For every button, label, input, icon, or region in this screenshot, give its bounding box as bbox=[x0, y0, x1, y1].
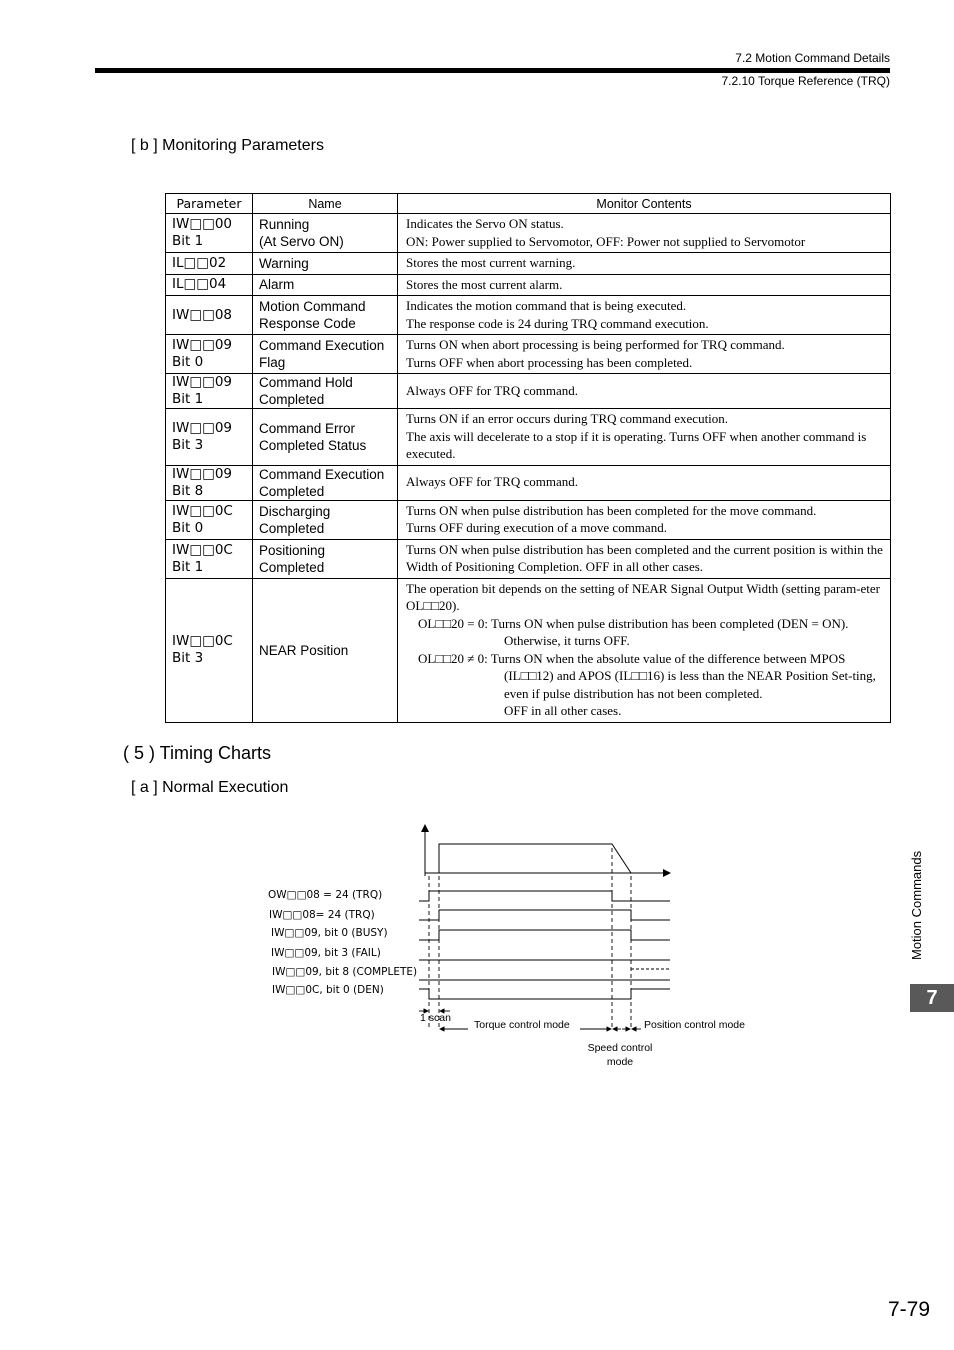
signal-label: IW□□0C, bit 0 (DEN) bbox=[272, 984, 384, 996]
contents-cell: Turns ON when abort processing is being performed for TRQ command. Turns OFF when abort processing has been completed. bbox=[398, 335, 891, 374]
chapter-tab: 7 bbox=[910, 984, 954, 1012]
signal-label: IW□□09, bit 3 (FAIL) bbox=[271, 947, 381, 959]
signal-label: IW□□09, bit 8 (COMPLETE) bbox=[272, 966, 418, 978]
torque-axes bbox=[425, 825, 670, 876]
name-cell: Alarm bbox=[253, 274, 398, 296]
param-cell: IW□□0C Bit 3 bbox=[166, 578, 253, 722]
name-cell: Command Execution Flag bbox=[253, 335, 398, 374]
name-cell: NEAR Position bbox=[253, 578, 398, 722]
contents-cell: Always OFF for TRQ command. bbox=[398, 465, 891, 500]
torque-waveform bbox=[425, 844, 631, 873]
side-chapter-label: Motion Commands bbox=[909, 850, 924, 960]
timing-markers bbox=[429, 848, 631, 1030]
contents-cell: Stores the most current warning. bbox=[398, 253, 891, 275]
timing-subheading: [ a ] Normal Execution bbox=[131, 779, 289, 796]
trace-ow08 bbox=[419, 891, 670, 901]
signal-label: IW□□09, bit 0 (BUSY) bbox=[271, 927, 388, 939]
monitoring-heading: [ b ] Monitoring Parameters bbox=[131, 137, 324, 154]
param-cell: IW□□08 bbox=[166, 296, 253, 335]
contents-cell: Turns ON when pulse distribution has been completed for the move command. Turns OFF during execution of a move command. bbox=[398, 500, 891, 539]
name-cell: Command Execution Completed bbox=[253, 465, 398, 500]
contents-cell: Turns ON if an error occurs during TRQ command execution. The axis will decelerate to a stop if it is operating. Turns OFF when another command is executed. bbox=[398, 409, 891, 466]
signal-traces bbox=[419, 891, 670, 999]
position-mode-label: Position control mode bbox=[644, 1019, 745, 1031]
timing-heading: ( 5 ) Timing Charts bbox=[123, 743, 272, 763]
name-cell: Warning bbox=[253, 253, 398, 275]
contents-cell: Indicates the motion command that is being executed. The response code is 24 during TRQ command execution. bbox=[398, 296, 891, 335]
header-subsection: 7.2.10 Torque Reference (TRQ) bbox=[721, 74, 890, 88]
param-cell: IW□□09 Bit 1 bbox=[166, 374, 253, 409]
scan-label: 1 scan bbox=[420, 1012, 451, 1024]
name-cell: Running (At Servo ON) bbox=[253, 214, 398, 253]
param-cell: IW□□0C Bit 0 bbox=[166, 500, 253, 539]
trace-iw08 bbox=[419, 910, 670, 920]
col-parameter: Parameter bbox=[166, 194, 253, 214]
name-cell: Motion Command Response Code bbox=[253, 296, 398, 335]
param-cell: IL□□02 bbox=[166, 253, 253, 275]
near-intro: The operation bit depends on the setting of NEAR Signal Output Width (setting param-eter OL□□20). bbox=[406, 580, 880, 613]
param-cell: IW□□0C Bit 1 bbox=[166, 539, 253, 578]
speed-mode-label: mode bbox=[606, 1056, 634, 1068]
param-cell: IL□□04 bbox=[166, 274, 253, 296]
trace-busy bbox=[419, 930, 670, 940]
speed-mode-label: Speed control bbox=[587, 1042, 653, 1054]
param-cell: IW□□00 Bit 1 bbox=[166, 214, 253, 253]
name-cell: Command Hold Completed bbox=[253, 374, 398, 409]
contents-cell: Turns ON when pulse distribution has been completed and the current position is within the Width of Positioning Completion. OFF in all other cases. bbox=[398, 539, 891, 578]
page-number: 7-79 bbox=[887, 1298, 930, 1321]
trace-den bbox=[419, 989, 670, 999]
col-name: Name bbox=[253, 194, 398, 214]
near-case-other: OFF in all other cases. bbox=[504, 703, 622, 718]
signal-label: IW□□08= 24 (TRQ) bbox=[269, 909, 375, 921]
name-cell: Positioning Completed bbox=[253, 539, 398, 578]
near-case-zero: OL□□20 = 0: Turns ON when pulse distribution has been completed (DEN = ON). Otherwise, it turns OFF. bbox=[418, 615, 849, 648]
contents-cell: Stores the most current alarm. bbox=[398, 274, 891, 296]
header-section: 7.2 Motion Command Details bbox=[735, 51, 890, 65]
contents-cell: Always OFF for TRQ command. bbox=[398, 374, 891, 409]
torque-mode-label: Torque control mode bbox=[474, 1019, 570, 1031]
near-case-nonzero: OL□□20 ≠ 0: Turns ON when the absolute value of the difference between MPOS (IL□□12) and APOS (IL□□16) is less than the NEAR Position Set-ting, even if pulse distribution has not been completed. bbox=[418, 650, 876, 701]
param-cell: IW□□09 Bit 8 bbox=[166, 465, 253, 500]
name-cell: Command Error Completed Status bbox=[253, 409, 398, 466]
param-cell: IW□□09 Bit 0 bbox=[166, 335, 253, 374]
col-monitor-contents: Monitor Contents bbox=[398, 194, 891, 214]
param-cell: IW□□09 Bit 3 bbox=[166, 409, 253, 466]
signal-label: OW□□08 = 24 (TRQ) bbox=[268, 889, 383, 901]
contents-cell: Indicates the Servo ON status. ON: Power supplied to Servomotor, OFF: Power not supplied to Servomotor bbox=[398, 214, 891, 253]
name-cell: Discharging Completed bbox=[253, 500, 398, 539]
